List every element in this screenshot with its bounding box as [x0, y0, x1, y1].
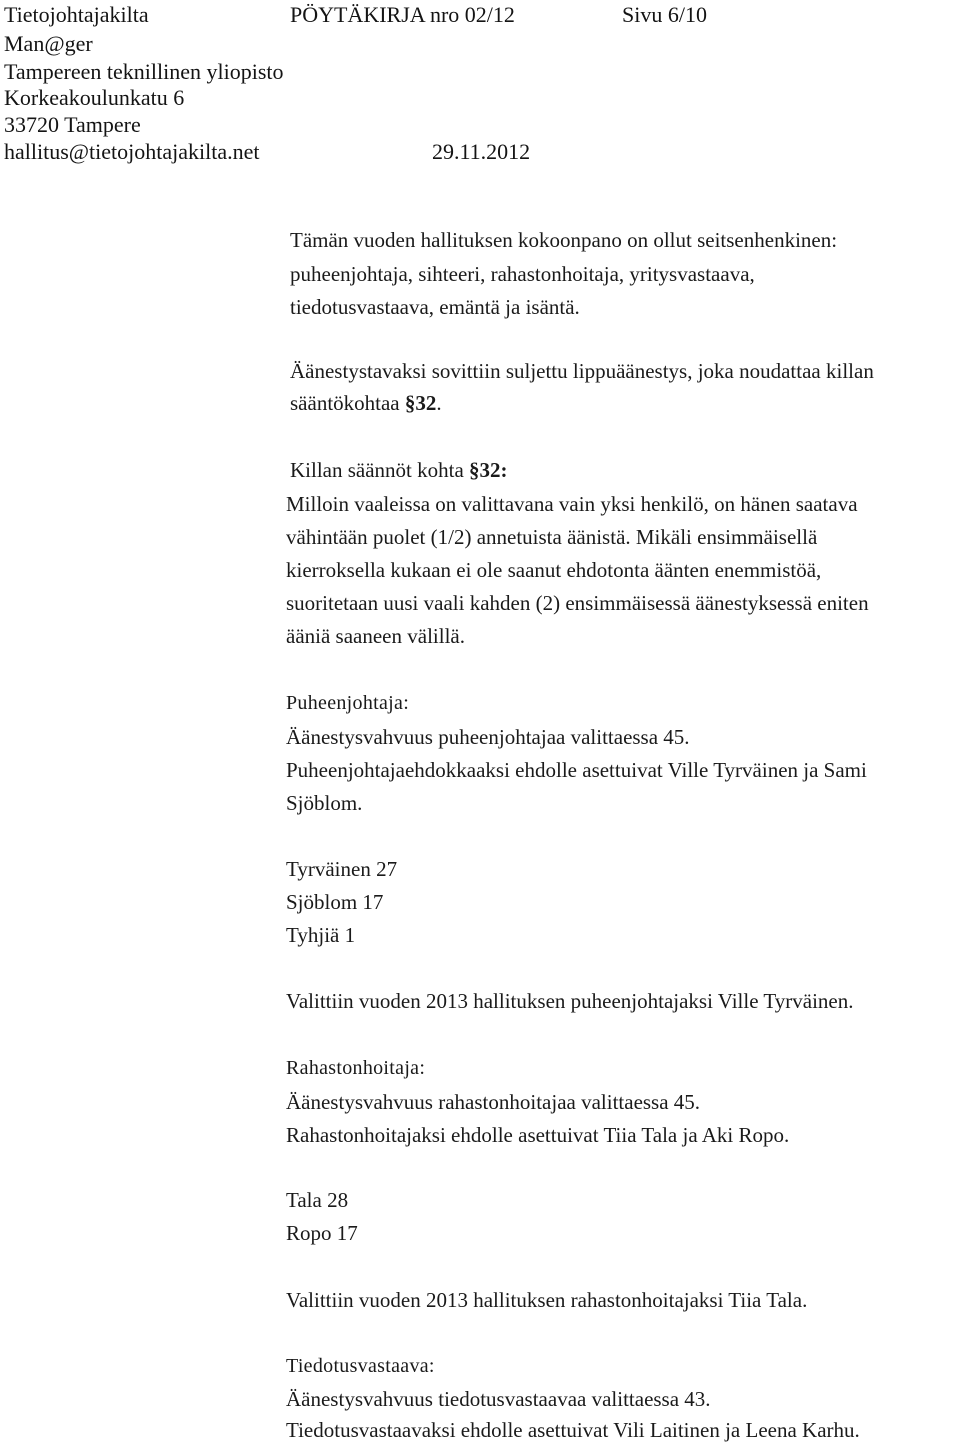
- intro-line-2: puheenjohtaja, sihteeri, rahastonhoitaja, yritysvastaava,: [290, 262, 755, 286]
- intro-line-1: Tämän vuoden hallituksen kokoonpano on ollut seitsenhenkinen:: [290, 228, 838, 252]
- chair-candidates-line-2: Sjöblom.: [286, 791, 363, 815]
- treasurer-vote-result: Ropo 17: [286, 1221, 358, 1245]
- voting-method-line-2: [290, 393, 442, 414]
- treasurer-vote-result: Tala 28: [286, 1188, 349, 1212]
- chair-candidates-line-1: Puheenjohtajaehdokkaaksi ehdolle asettuivat Ville Tyrväinen ja Sami: [286, 758, 867, 782]
- voting-method-text: sääntökohtaa: [290, 391, 405, 415]
- chair-election-result: Valittiin vuoden 2013 hallituksen puheenjohtajaksi Ville Tyrväinen.: [286, 989, 854, 1013]
- chair-vote-result: Sjöblom 17: [286, 890, 384, 914]
- header-line-street: Korkeakoulunkatu 6: [4, 85, 185, 110]
- rule-line-5: ääniä saaneen välillä.: [286, 624, 465, 648]
- section-reference: §32: [404, 391, 437, 415]
- rule-line-1: Milloin vaaleissa on valittavana vain yksi henkilö, on hänen saatava: [286, 492, 858, 516]
- chair-heading: Puheenjohtaja:: [286, 692, 410, 714]
- info-officer-candidates: Tiedotusvastaavaksi ehdolle asettuivat Vili Laitinen ja Leena Karhu.: [286, 1418, 860, 1442]
- organization-name: Tietojohtajakilta: [4, 2, 149, 27]
- info-officer-voting-strength: Äänestysvahvuus tiedotusvastaavaa valittaessa 43.: [286, 1387, 711, 1411]
- rule-title: [290, 460, 508, 481]
- rule-line-4: suoritetaan uusi vaali kahden (2) ensimmäisessä äänestyksessä eniten: [286, 591, 869, 615]
- header-line-manager: Man@ger: [4, 31, 93, 56]
- treasurer-candidates: Rahastonhoitajaksi ehdolle asettuivat Tiia Tala ja Aki Ropo.: [286, 1123, 790, 1147]
- page-number: Sivu 6/10: [622, 2, 707, 27]
- header-line-city: 33720 Tampere: [4, 112, 141, 137]
- treasurer-voting-strength: Äänestysvahvuus rahastonhoitajaa valittaessa 45.: [286, 1090, 701, 1114]
- rule-line-3: kierroksella kukaan ei ole saanut ehdotonta äänten enemmistöä,: [286, 558, 822, 582]
- rule-title-reference: §32:: [469, 458, 508, 482]
- header-date: 29.11.2012: [432, 139, 531, 164]
- voting-method-line-1: Äänestystavaksi sovittiin suljettu lippuäänestys, joka noudattaa killan: [290, 359, 874, 383]
- treasurer-heading: Rahastonhoitaja:: [286, 1057, 426, 1079]
- header-line-university: Tampereen teknillinen yliopisto: [4, 59, 284, 84]
- voting-method-period: .: [436, 391, 442, 415]
- intro-line-3: tiedotusvastaava, emäntä ja isäntä.: [290, 295, 580, 319]
- chair-voting-strength: Äänestysvahvuus puheenjohtajaa valittaessa 45.: [286, 725, 690, 749]
- header-email: hallitus@tietojohtajakilta.net: [4, 139, 260, 164]
- rule-title-text: Killan säännöt kohta: [290, 458, 470, 482]
- document-type: PÖYTÄKIRJA nro 02/12: [290, 2, 515, 27]
- chair-vote-result: Tyrväinen 27: [286, 857, 398, 881]
- treasurer-election-result: Valittiin vuoden 2013 hallituksen rahastonhoitajaksi Tiia Tala.: [286, 1288, 808, 1312]
- rule-line-2: vähintään puolet (1/2) annetuista äänistä. Mikäli ensimmäisellä: [286, 525, 818, 549]
- chair-vote-result: Tyhjiä 1: [286, 923, 356, 947]
- info-officer-heading: Tiedotusvastaava:: [286, 1355, 435, 1377]
